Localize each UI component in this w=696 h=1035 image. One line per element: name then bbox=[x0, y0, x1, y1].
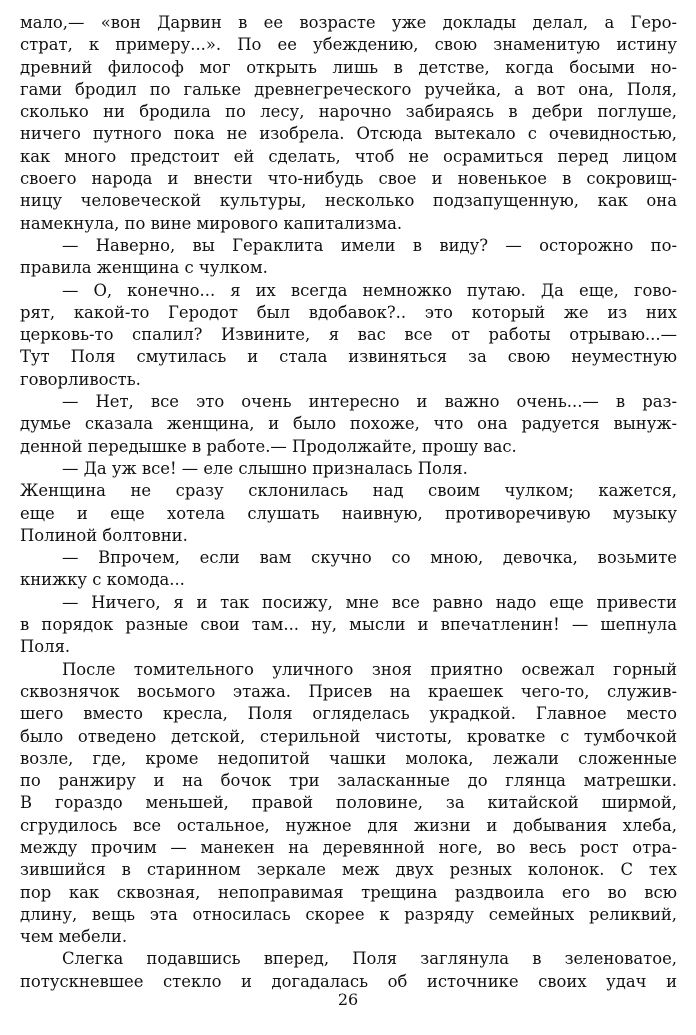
text-line: в порядок разные свои там... ну, мысли и впечатленин! — шепнула bbox=[20, 615, 677, 635]
text-line: Поля. bbox=[20, 637, 71, 657]
paragraph bbox=[20, 235, 677, 280]
paragraph bbox=[20, 12, 677, 235]
text-line: говорливость. bbox=[20, 369, 141, 389]
text-line: чем мебели. bbox=[20, 927, 128, 947]
text-line: Полиной болтовни. bbox=[20, 525, 188, 545]
paragraph bbox=[20, 391, 677, 458]
text-line: шего вместо кресла, Поля огляделась украдкой. Главное место bbox=[20, 704, 677, 724]
text-line: — Да уж все! — еле слышно призналась Поля. bbox=[62, 458, 468, 478]
text-line: страт, к примеру...». По ее убеждению, свою знаменитую истину bbox=[20, 35, 677, 55]
text-line: денной передышке в работе.— Продолжайте, прошу вас. bbox=[20, 436, 517, 456]
text-line: еще и еще хотела слушать наивную, противоречивую музыку bbox=[20, 503, 677, 523]
paragraph bbox=[20, 659, 677, 949]
text-line: — Впрочем, если вам скучно со мною, девочка, возьмите bbox=[62, 548, 677, 568]
text-line: рят, какой-то Геродот был вдобавок?.. это который же из них bbox=[20, 302, 677, 322]
text-line: — О, конечно... я их всегда немножко путаю. Да еще, гово- bbox=[62, 280, 677, 300]
text-line: сквознячок восьмого этажа. Присев на краешек чего-то, служив- bbox=[20, 681, 677, 701]
paragraph bbox=[20, 280, 677, 391]
paragraph bbox=[20, 458, 677, 480]
text-line: древний философ мог открыть лишь в детстве, когда босыми но- bbox=[20, 57, 677, 77]
text-line: думье сказала женщина, и было похоже, что она радуется вынуж- bbox=[20, 414, 677, 434]
page-text bbox=[20, 12, 677, 993]
text-line: пор как сквозная, непоправимая трещина раздвоила его во всю bbox=[20, 882, 677, 902]
text-line: сколько ни бродила по лесу, нарочно забираясь в дебри поглуше, bbox=[20, 102, 677, 122]
paragraph bbox=[20, 592, 677, 659]
text-line: своего народа и внести что-нибудь свое и новенькое в сокровищ- bbox=[20, 169, 677, 189]
text-line: намекнула, по вине мирового капитализма. bbox=[20, 213, 403, 233]
text-line: потускневшее стекло и догадалась об источнике своих удач и bbox=[20, 971, 677, 991]
text-line: Слегка подавшись вперед, Поля заглянула в зеленоватое, bbox=[62, 949, 677, 969]
book-page bbox=[20, 12, 677, 1022]
text-line: книжку с комода... bbox=[20, 570, 185, 590]
text-line: — Нет, все это очень интересно и важно очень...— в раз- bbox=[62, 392, 677, 412]
paragraph bbox=[20, 480, 677, 547]
text-line: правила женщина с чулком. bbox=[20, 258, 268, 278]
text-line: сгрудилось все остальное, нужное для жизни и добывания хлеба, bbox=[20, 815, 677, 835]
text-line: В гораздо меньшей, правой половине, за китайской ширмой, bbox=[20, 793, 677, 813]
text-line: Тут Поля смутилась и стала извиняться за свою неуместную bbox=[20, 347, 677, 367]
text-line: между прочим — манекен на деревянной ноге, во весь рост отра- bbox=[20, 837, 677, 857]
paragraph bbox=[20, 948, 677, 993]
text-line: по ранжиру и на бочок три заласканные до глянца матрешки. bbox=[20, 771, 677, 791]
text-line: — Наверно, вы Гераклита имели в виду? — осторожно по- bbox=[62, 235, 677, 255]
text-line: гами бродил по гальке древнегреческого ручейка, а вот она, Поля, bbox=[20, 79, 677, 99]
text-line: длину, вещь эта относилась скорее к разряду семейных реликвий, bbox=[20, 904, 677, 924]
text-line: После томительного уличного зноя приятно освежал горный bbox=[62, 659, 677, 679]
paragraph bbox=[20, 547, 677, 592]
page-number: 26 bbox=[337, 990, 359, 1009]
text-line: было отведено детской, стерильной чистоты, кроватке с тумбочкой bbox=[20, 726, 677, 746]
text-line: зившийся в старинном зеркале меж двух резных колонок. С тех bbox=[20, 860, 677, 880]
text-line: ничего путного пока не изобрела. Отсюда вытекало с очевидностью, bbox=[20, 124, 677, 144]
text-line: как много предстоит ей сделать, чтоб не осрамиться перед лицом bbox=[20, 146, 677, 166]
text-line: мало,— «вон Дарвин в ее возрасте уже доклады делал, а Геро- bbox=[20, 13, 677, 32]
text-line: возле, где, кроме недопитой чашки молока, лежали сложенные bbox=[20, 748, 677, 768]
text-line: ницу человеческой культуры, несколько подзапущенную, как она bbox=[20, 191, 677, 211]
text-line: — Ничего, я и так посижу, мне все равно надо еще привести bbox=[62, 592, 677, 612]
text-line: Женщина не сразу склонилась над своим чулком; кажется, bbox=[20, 481, 677, 501]
text-line: церковь-то спалил? Извините, я вас все от работы отрываю...— bbox=[20, 325, 677, 345]
